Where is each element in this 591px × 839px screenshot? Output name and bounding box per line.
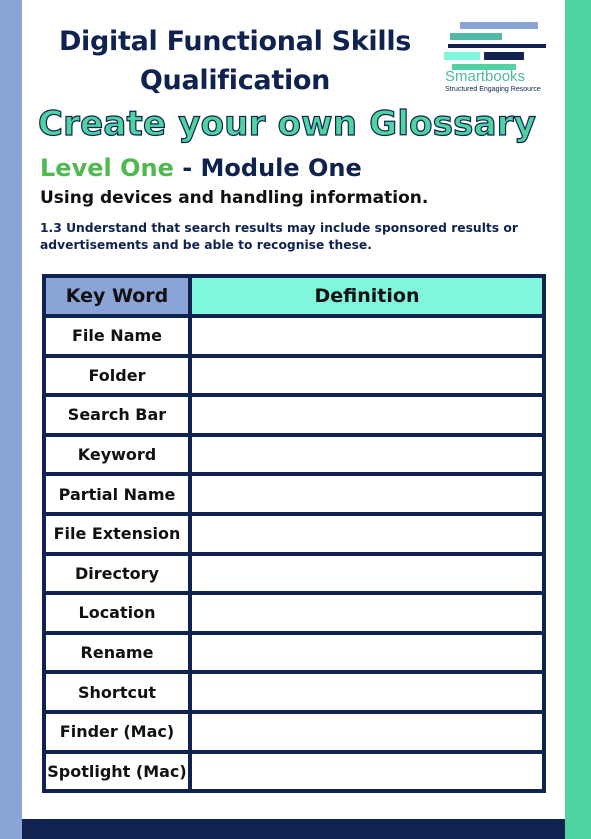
table-row [44, 316, 544, 356]
table-row [44, 554, 544, 594]
key-word-cell: File Extension [44, 514, 190, 554]
table-row [44, 633, 544, 673]
right-border-stripe [565, 0, 591, 839]
qualification-title: Digital Functional Skills Qualification [58, 26, 412, 96]
definition-cell[interactable] [190, 672, 544, 712]
books-icon [442, 20, 548, 72]
definition-cell[interactable] [190, 356, 544, 396]
table-row [44, 712, 544, 752]
key-word-cell: Spotlight (Mac) [44, 752, 190, 792]
smartbooks-logo [442, 20, 548, 98]
left-border-stripe [0, 0, 22, 839]
key-word-cell: Finder (Mac) [44, 712, 190, 752]
definition-cell[interactable] [190, 554, 544, 594]
definition-cell[interactable] [190, 316, 544, 356]
key-word-cell: Keyword [44, 435, 190, 475]
table-header-row [44, 276, 544, 316]
table-row [44, 474, 544, 514]
key-word-cell: Search Bar [44, 395, 190, 435]
key-word-cell: Folder [44, 356, 190, 396]
definition-cell[interactable] [190, 435, 544, 475]
key-word-cell: Shortcut [44, 672, 190, 712]
table-row [44, 435, 544, 475]
definition-cell[interactable] [190, 514, 544, 554]
logo-tagline: Structured Engaging Resource [445, 86, 541, 93]
definition-cell[interactable] [190, 593, 544, 633]
table-row [44, 752, 544, 792]
key-word-cell: Rename [44, 633, 190, 673]
definition-cell[interactable] [190, 395, 544, 435]
glossary-heading: Create your own Glossary [38, 104, 537, 144]
key-word-cell: Partial Name [44, 474, 190, 514]
definition-cell[interactable] [190, 712, 544, 752]
module-label: Module One [200, 154, 362, 182]
definition-header: Definition [190, 276, 544, 316]
level-module-heading [40, 154, 362, 182]
logo-name: Smartbooks [445, 68, 526, 85]
module-subtitle: Using devices and handling information. [40, 188, 429, 208]
key-word-cell: File Name [44, 316, 190, 356]
bottom-border-stripe [22, 819, 565, 839]
key-word-cell: Directory [44, 554, 190, 594]
key-word-header: Key Word [44, 276, 190, 316]
table-row [44, 395, 544, 435]
table-row [44, 514, 544, 554]
definition-cell[interactable] [190, 633, 544, 673]
table-row [44, 672, 544, 712]
key-word-cell: Location [44, 593, 190, 633]
level-label: Level One [40, 154, 174, 182]
definition-cell[interactable] [190, 752, 544, 792]
heading-separator: - [173, 154, 201, 182]
table-row [44, 593, 544, 633]
table-row [44, 356, 544, 396]
glossary-table [42, 274, 546, 793]
definition-cell[interactable] [190, 474, 544, 514]
learning-objective: 1.3 Understand that search results may include sponsored results or advertisements and be able to recognise these. [40, 221, 518, 252]
